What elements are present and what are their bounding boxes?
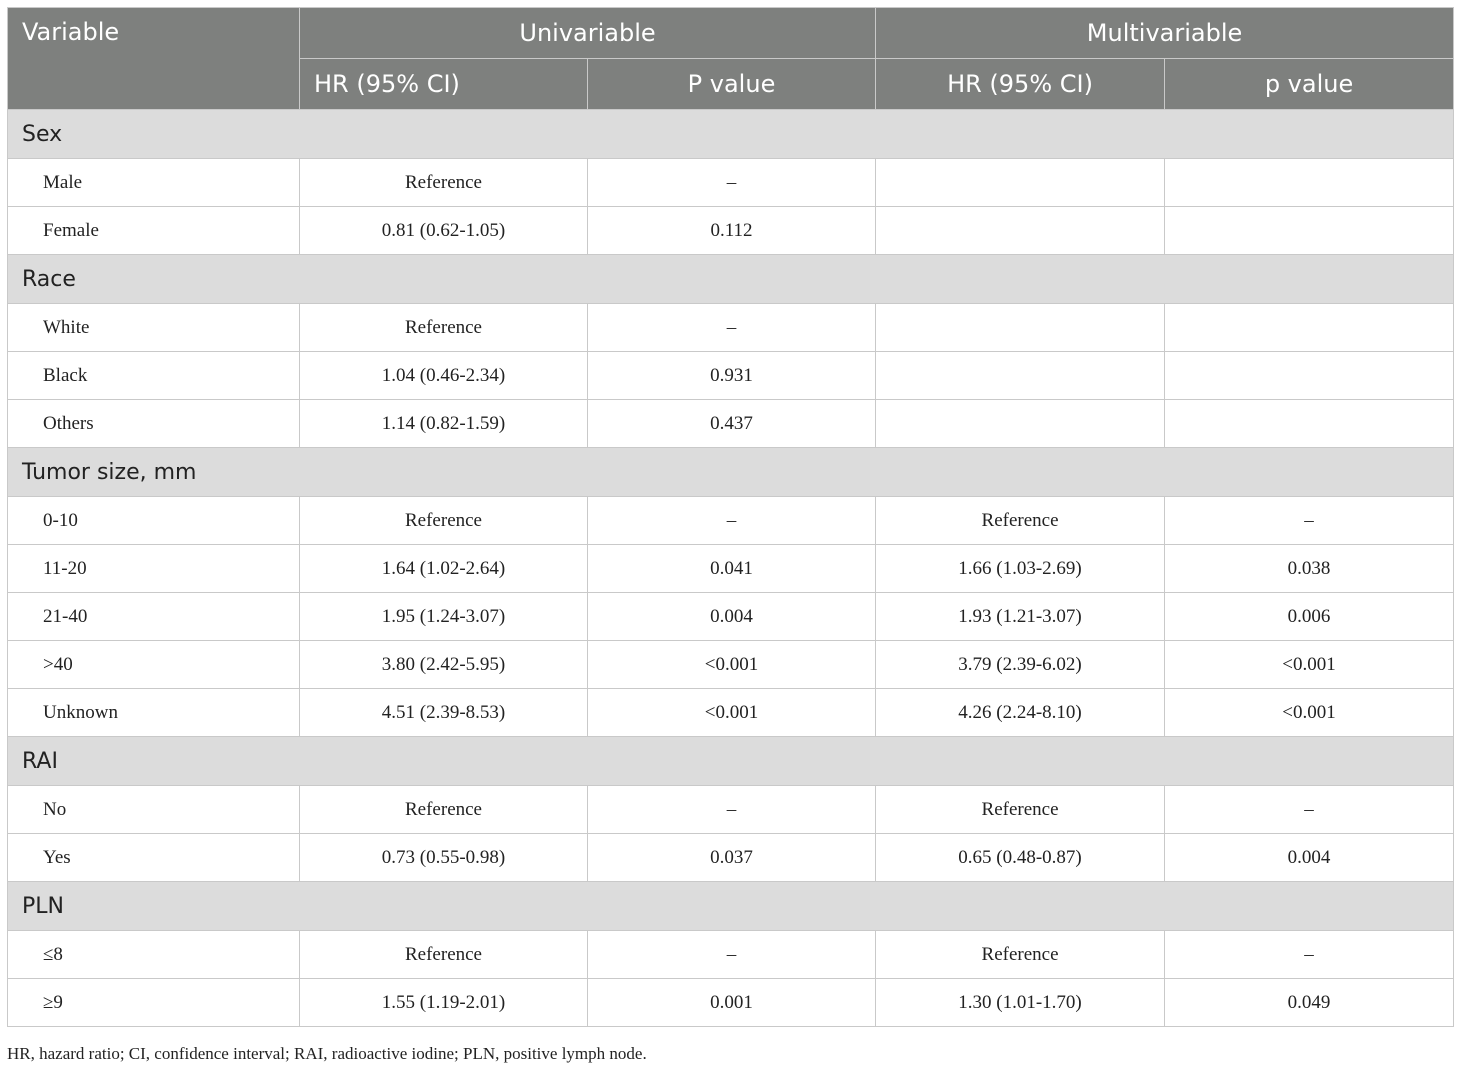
uni-p-cell: –: [588, 159, 876, 207]
multi-p-cell: [1165, 400, 1454, 448]
uni-hr-cell: Reference: [300, 159, 588, 207]
uni-hr-cell: Reference: [300, 786, 588, 834]
multi-p-cell: <0.001: [1165, 641, 1454, 689]
header-uni-hr: HR (95% CI): [300, 59, 588, 110]
uni-hr-cell: Reference: [300, 304, 588, 352]
group-label: Race: [8, 255, 1454, 304]
multi-p-cell: –: [1165, 497, 1454, 545]
row-label: Others: [8, 400, 300, 448]
multi-hr-cell: [876, 304, 1165, 352]
table-row: [8, 834, 1454, 882]
uni-hr-cell: 3.80 (2.42-5.95): [300, 641, 588, 689]
header-multi-p: p value: [1165, 59, 1454, 110]
multi-hr-cell: 4.26 (2.24-8.10): [876, 689, 1165, 737]
header-multi-hr: HR (95% CI): [876, 59, 1165, 110]
row-label: 21-40: [8, 593, 300, 641]
group-row-sex: [8, 110, 1454, 159]
row-label: ≤8: [8, 931, 300, 979]
uni-p-cell: –: [588, 931, 876, 979]
table-row: [8, 497, 1454, 545]
multi-hr-cell: Reference: [876, 931, 1165, 979]
header-uni-p: P value: [588, 59, 876, 110]
row-label: ≥9: [8, 979, 300, 1027]
multi-hr-cell: [876, 159, 1165, 207]
multi-p-cell: –: [1165, 931, 1454, 979]
table-row: [8, 352, 1454, 400]
multi-hr-cell: 3.79 (2.39-6.02): [876, 641, 1165, 689]
multi-hr-cell: [876, 352, 1165, 400]
table-row: [8, 979, 1454, 1027]
group-label: PLN: [8, 882, 1454, 931]
row-label: Yes: [8, 834, 300, 882]
uni-hr-cell: Reference: [300, 931, 588, 979]
uni-p-cell: 0.437: [588, 400, 876, 448]
uni-hr-cell: 0.73 (0.55-0.98): [300, 834, 588, 882]
table-row: [8, 641, 1454, 689]
table-row: [8, 207, 1454, 255]
uni-p-cell: 0.112: [588, 207, 876, 255]
multi-p-cell: 0.049: [1165, 979, 1454, 1027]
multi-hr-cell: [876, 207, 1165, 255]
table-row: [8, 931, 1454, 979]
header-univariable: Univariable: [300, 8, 876, 59]
uni-hr-cell: 4.51 (2.39-8.53): [300, 689, 588, 737]
uni-hr-cell: 1.04 (0.46-2.34): [300, 352, 588, 400]
uni-hr-cell: 1.95 (1.24-3.07): [300, 593, 588, 641]
multi-hr-cell: 1.66 (1.03-2.69): [876, 545, 1165, 593]
group-label: Tumor size, mm: [8, 448, 1454, 497]
multi-p-cell: 0.004: [1165, 834, 1454, 882]
regression-table: [7, 7, 1454, 1027]
group-label: RAI: [8, 737, 1454, 786]
table-row: [8, 159, 1454, 207]
uni-hr-cell: 1.55 (1.19-2.01): [300, 979, 588, 1027]
multi-p-cell: –: [1165, 786, 1454, 834]
group-label: Sex: [8, 110, 1454, 159]
uni-p-cell: <0.001: [588, 689, 876, 737]
group-row-tumor-size: [8, 448, 1454, 497]
multi-p-cell: 0.038: [1165, 545, 1454, 593]
multi-p-cell: 0.006: [1165, 593, 1454, 641]
row-label: 0-10: [8, 497, 300, 545]
uni-hr-cell: Reference: [300, 497, 588, 545]
table-row: [8, 593, 1454, 641]
uni-p-cell: 0.037: [588, 834, 876, 882]
row-label: Black: [8, 352, 300, 400]
table-row: [8, 400, 1454, 448]
uni-p-cell: –: [588, 497, 876, 545]
group-row-rai: [8, 737, 1454, 786]
table-header: [8, 8, 1454, 110]
table-footnote: HR, hazard ratio; CI, confidence interval; RAI, radioactive iodine; PLN, positive lymph node.: [7, 1044, 647, 1063]
header-variable: Variable: [8, 8, 300, 110]
header-multivariable: Multivariable: [876, 8, 1454, 59]
uni-hr-cell: 1.64 (1.02-2.64): [300, 545, 588, 593]
multi-p-cell: [1165, 352, 1454, 400]
row-label: 11-20: [8, 545, 300, 593]
multi-hr-cell: 0.65 (0.48-0.87): [876, 834, 1165, 882]
multi-p-cell: [1165, 159, 1454, 207]
table-row: [8, 545, 1454, 593]
uni-p-cell: –: [588, 786, 876, 834]
multi-hr-cell: Reference: [876, 497, 1165, 545]
group-row-race: [8, 255, 1454, 304]
uni-hr-cell: 0.81 (0.62-1.05): [300, 207, 588, 255]
table-row: [8, 786, 1454, 834]
row-label: >40: [8, 641, 300, 689]
table-body: [8, 110, 1454, 1027]
uni-p-cell: 0.004: [588, 593, 876, 641]
multi-p-cell: [1165, 207, 1454, 255]
multi-hr-cell: Reference: [876, 786, 1165, 834]
multi-hr-cell: [876, 400, 1165, 448]
uni-p-cell: 0.001: [588, 979, 876, 1027]
table-row: [8, 304, 1454, 352]
uni-p-cell: 0.931: [588, 352, 876, 400]
table-row: [8, 689, 1454, 737]
row-label: Male: [8, 159, 300, 207]
multi-hr-cell: 1.93 (1.21-3.07): [876, 593, 1165, 641]
uni-p-cell: <0.001: [588, 641, 876, 689]
multi-p-cell: <0.001: [1165, 689, 1454, 737]
uni-hr-cell: 1.14 (0.82-1.59): [300, 400, 588, 448]
multi-hr-cell: 1.30 (1.01-1.70): [876, 979, 1165, 1027]
row-label: White: [8, 304, 300, 352]
multi-p-cell: [1165, 304, 1454, 352]
group-row-pln: [8, 882, 1454, 931]
row-label: No: [8, 786, 300, 834]
row-label: Unknown: [8, 689, 300, 737]
row-label: Female: [8, 207, 300, 255]
uni-p-cell: 0.041: [588, 545, 876, 593]
uni-p-cell: –: [588, 304, 876, 352]
